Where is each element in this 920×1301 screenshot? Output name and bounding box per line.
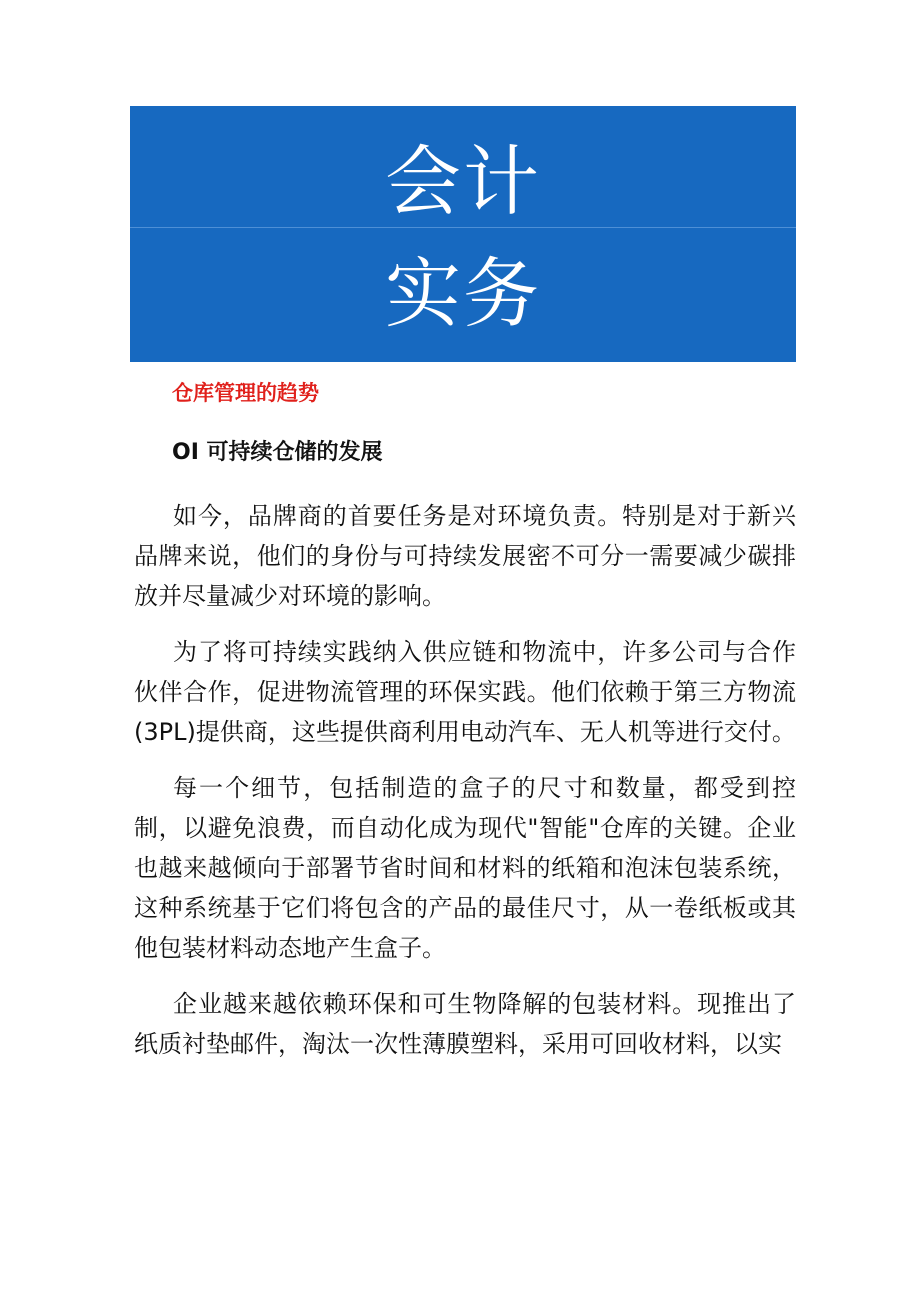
section-title: 仓库管理的趋势	[172, 381, 319, 405]
paragraph-1: 如今，品牌商的首要任务是对环境负责。特别是对于新兴品牌来说，他们的身份与可持续发展密不可分一需要减少碳排放并尽量减少对环境的影响。	[134, 502, 796, 610]
title-banner	[130, 106, 796, 362]
banner-divider	[130, 227, 796, 228]
paragraph-4: 企业越来越依赖环保和可生物降解的包装材料。现推出了纸质衬垫邮件，淘汰一次性薄膜塑料，采用可回收材料，以实	[134, 990, 796, 1058]
banner-title-line-2: 实务	[385, 249, 541, 338]
sub-heading: OI 可持续仓储的发展	[172, 440, 383, 465]
article-body	[134, 496, 796, 1080]
paragraph-2: 为了将可持续实践纳入供应链和物流中，许多公司与合作伙伴合作，促进物流管理的环保实践。他们依赖于第三方物流(3PL)提供商，这些提供商利用电动汽车、无人机等进行交付。	[134, 638, 796, 746]
paragraph-3: 每一个细节，包括制造的盒子的尺寸和数量，都受到控制，以避免浪费，而自动化成为现代"智能"仓库的关键。企业也越来越倾向于部署节省时间和材料的纸箱和泡沫包装系统，这种系统基于它们将包含的产品的最佳尺寸，从一卷纸板或其他包装材料动态地产生盒子。	[134, 774, 796, 962]
banner-title-line-1: 会计	[385, 137, 541, 226]
